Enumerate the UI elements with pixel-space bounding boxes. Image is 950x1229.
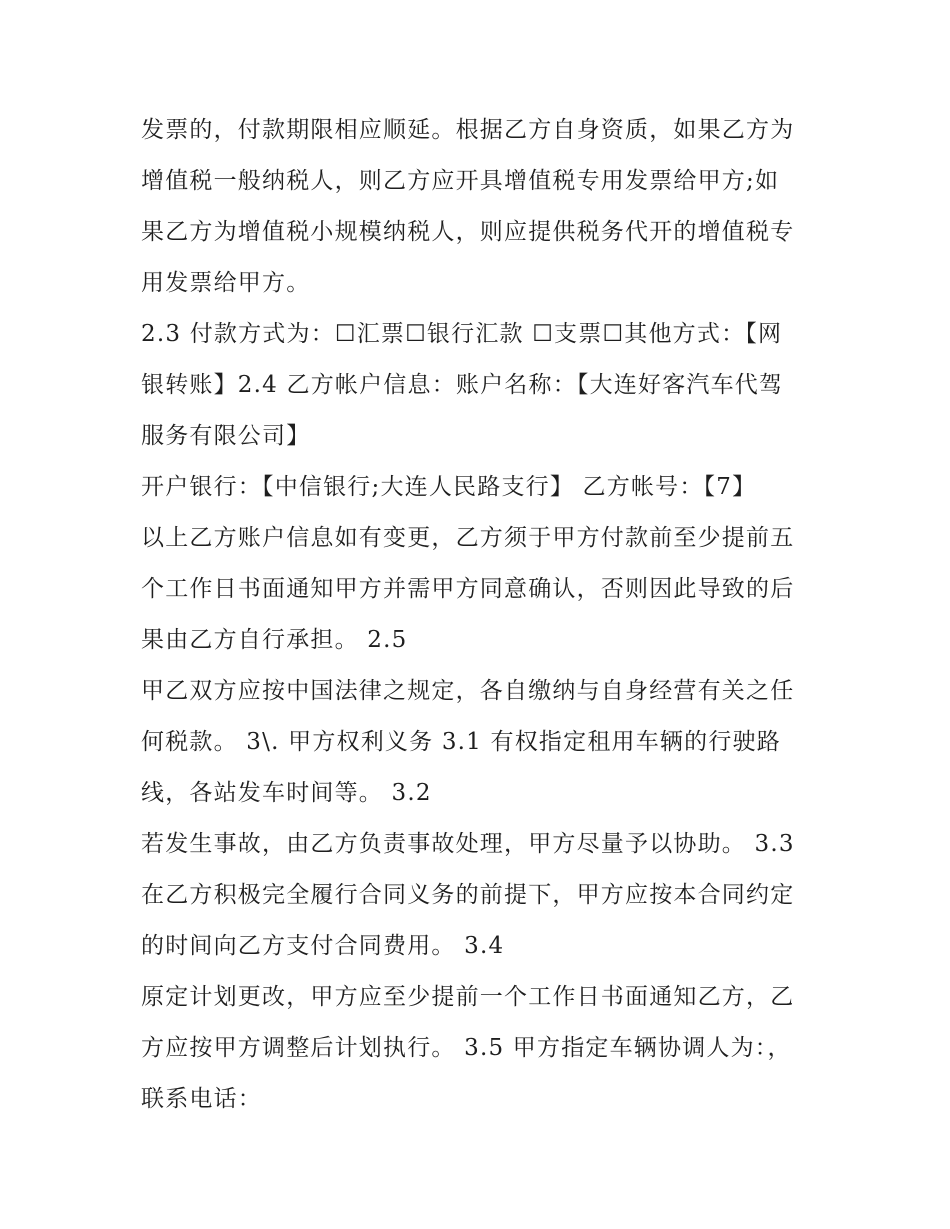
paragraph-line: 果由乙方自行承担。 2.5 bbox=[141, 627, 408, 653]
paragraph-line: 开户银行：【中信银行;大连人民路支行】 乙方帐号：【7】 bbox=[141, 474, 757, 500]
paragraph-line: 2.3 付款方式为：☐汇票☐银行汇款 ☐支票☐其他方式：【网 bbox=[141, 321, 783, 347]
paragraph-line: 增值税一般纳税人，则乙方应开具增值税专用发票给甲方;如 bbox=[141, 168, 780, 194]
paragraph-line: 银转账】2.4 乙方帐户信息：账户名称：【大连好客汽车代驾 bbox=[141, 372, 784, 398]
paragraph-line: 联系电话： bbox=[141, 1086, 262, 1112]
paragraph-line: 用发票给甲方。 bbox=[141, 270, 311, 296]
paragraph-line: 个工作日书面通知甲方并需甲方同意确认，否则因此导致的后 bbox=[141, 576, 795, 602]
paragraph-line: 线，各站发车时间等。 3.2 bbox=[141, 780, 432, 806]
paragraph-line: 以上乙方账户信息如有变更，乙方须于甲方付款前至少提前五 bbox=[141, 525, 795, 551]
paragraph-line: 在乙方积极完全履行合同义务的前提下，甲方应按本合同约定 bbox=[141, 882, 795, 908]
paragraph-line: 服务有限公司】 bbox=[141, 423, 311, 449]
paragraph-line: 何税款。 3\. 甲方权利义务 3.1 有权指定租用车辆的行驶路 bbox=[141, 729, 781, 755]
paragraph-line: 方应按甲方调整后计划执行。 3.5 甲方指定车辆协调人为：， bbox=[141, 1035, 792, 1061]
paragraph-line: 原定计划更改，甲方应至少提前一个工作日书面通知乙方，乙 bbox=[141, 984, 795, 1010]
paragraph-line: 若发生事故，由乙方负责事故处理，甲方尽量予以协助。 3.3 bbox=[141, 831, 795, 857]
paragraph-line: 发票的，付款期限相应顺延。根据乙方自身资质，如果乙方为 bbox=[141, 117, 795, 143]
paragraph-line: 的时间向乙方支付合同费用。 3.4 bbox=[141, 933, 505, 959]
paragraph-line: 果乙方为增值税小规模纳税人，则应提供税务代开的增值税专 bbox=[141, 219, 795, 245]
paragraph-line: 甲乙双方应按中国法律之规定，各自缴纳与自身经营有关之任 bbox=[141, 678, 795, 704]
